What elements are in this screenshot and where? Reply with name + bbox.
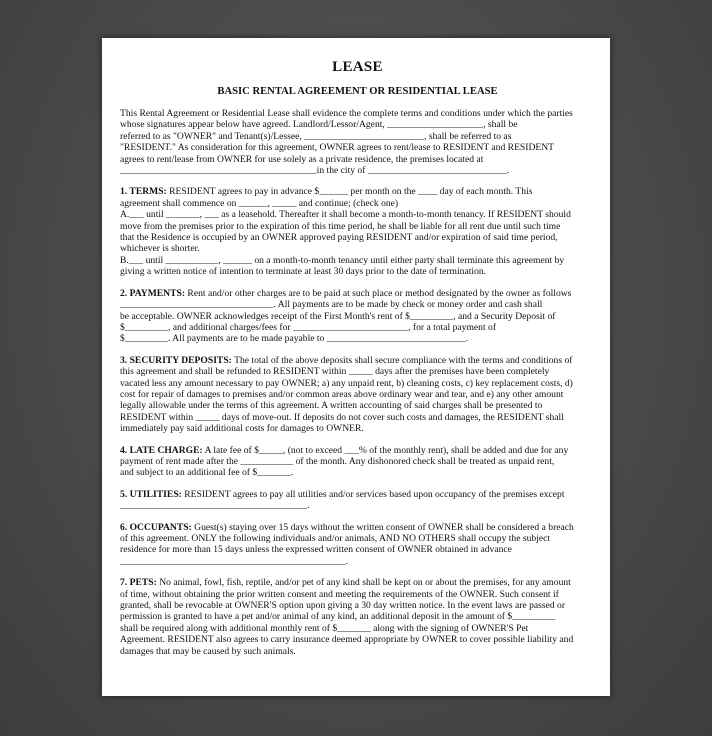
section-line: B.___ until ___________, ______ on a month-to-month tenancy until either party shall terminate this agreement by <box>120 254 565 266</box>
section-line: damages that may be caused by such animals. <box>120 645 296 657</box>
section-late-charge <box>120 445 595 479</box>
section-line: shall be required along with additional monthly rent of $_______ along with the signing of OWNER'S Pet <box>120 622 529 634</box>
section-line: of time, without obtaining the prior written consent and meeting the requirements of the OWNER. Such consent if <box>120 588 559 600</box>
section-text: A late fee of $_____, (not to exceed ___% of the monthly rent), shall be added and due for any <box>202 444 569 456</box>
section-text: Rent and/or other charges are to be paid at such place or method designated by the owner as follows <box>185 287 572 299</box>
section-occupants <box>120 522 595 568</box>
section-heading: 4. LATE CHARGE: <box>120 444 203 456</box>
intro-line: agrees to rent/lease from OWNER for use solely as a private residence, the premises located at <box>120 153 484 165</box>
document-subtitle: BASIC RENTAL AGREEMENT OR RESIDENTIAL LEASE <box>217 86 498 97</box>
section-heading: 1. TERMS: <box>120 186 167 198</box>
section-text: RESIDENT agrees to pay all utilities and/or services based upon occupancy of the premises except <box>181 488 565 500</box>
section-line: legally allowable under the terms of this agreement. A written accounting of said charges shall be presented to <box>120 400 543 412</box>
section-line: of this agreement. ONLY the following individuals and/or animals, AND NO OTHERS shall occupy the subject <box>120 533 551 544</box>
section-line: move from the premises prior to the expiration of this time period, he shall be liable for all rent due until such time <box>120 220 561 232</box>
section-text: Guest(s) staying over 15 days without the written consent of OWNER shall be considered a breach <box>191 521 574 533</box>
document-title: LEASE <box>332 59 383 75</box>
section-pets <box>120 577 595 657</box>
section-text: No animal, fowl, fish, reptile, and/or pet of any kind shall be kept on or about the premises, for any amount <box>156 577 571 589</box>
section-line: this agreement and shall be refunded to RESIDENT within _____ days after the premises have been completely <box>120 366 550 378</box>
section-text: The total of the above deposits shall secure compliance with the terms and conditions of <box>231 354 573 366</box>
section-line <box>120 522 595 533</box>
document-content <box>120 58 595 667</box>
section-line: ________________________________. All payments are to be made by check or money order and cash shall <box>120 299 543 311</box>
section-heading: 7. PETS: <box>120 577 157 589</box>
section-terms <box>120 186 595 277</box>
section-heading: 6. OCCUPANTS: <box>120 521 192 533</box>
section-line: payment of rent made after the ___________ of the month. Any dishonored check shall be treated as unpaid rent, <box>120 455 555 467</box>
section-security-deposits <box>120 355 595 435</box>
section-line <box>120 445 595 456</box>
section-payments <box>120 288 595 345</box>
section-line <box>120 577 595 588</box>
section-line: granted, shall be revocable at OWNER'S option upon giving a 30 day written notice. In the event laws are passed or <box>120 600 566 612</box>
section-line: giving a written notice of intention to terminate at least 30 days prior to the date of termination. <box>120 266 487 278</box>
section-line: immediately pay said additional costs for damages to OWNER. <box>120 423 364 435</box>
section-line: that the Residence is occupied by an OWNER approved paying RESIDENT and/or expiration of said time period, <box>120 232 558 244</box>
section-line: $_________, and additional charges/fees for ________________________, for a total payment of <box>120 321 497 333</box>
section-utilities <box>120 489 595 512</box>
section-line: and subject to an additional fee of $_______. <box>120 467 294 479</box>
section-line: _______________________________________________. <box>120 555 348 567</box>
section-line: A.___ until _______, ___ as a leasehold. Thereafter it shall become a month-to-month tenancy. If RESIDENT should <box>120 209 571 221</box>
intro-line: _________________________________________in the city of _____________________________. <box>120 165 510 177</box>
intro-line: whose signatures appear below have agreed. Landlord/Lessor/Agent, ____________________, shall be <box>120 119 518 131</box>
intro-line: "RESIDENT." As consideration for this agreement, OWNER agrees to rent/lease to RESIDENT and RESIDENT <box>120 142 555 154</box>
intro-line: This Rental Agreement or Residential Lease shall evidence the complete terms and conditions under which the parties <box>120 108 573 119</box>
document-page <box>102 38 610 696</box>
section-line: vacated less any amount necessary to pay OWNER; a) any unpaid rent, b) cleaning costs, c) key replacement costs, d) <box>120 377 573 389</box>
section-line: Agreement. RESIDENT also agrees to carry insurance deemed appropriate by OWNER to cover possible liability and <box>120 634 574 646</box>
section-line: _______________________________________. <box>120 500 310 512</box>
intro-paragraph <box>120 108 595 176</box>
section-line <box>120 288 595 299</box>
section-heading: 5. UTILITIES: <box>120 488 182 500</box>
section-line: residence for more than 15 days unless the expressed written consent of OWNER obtained in advance <box>120 544 512 556</box>
section-line: be acceptable. OWNER acknowledges receipt of the First Month's rent of $_________, and a Security Deposit of <box>120 310 556 322</box>
intro-line: referred to as "OWNER" and Tenant(s)/Lessee, _________________________, shall be referred to as <box>120 130 512 142</box>
section-line: agreement shall commence on ______, _____ and continue; (check one) <box>120 197 399 209</box>
section-line <box>120 355 595 366</box>
section-line: cost for repair of damages to premises and/or common areas above ordinary wear and tear, and e) any other amount <box>120 388 564 400</box>
section-line: permission is granted to have a pet and/or animal of any kind, an additional deposit in the amount of $_________ <box>120 611 556 623</box>
section-line: $_________. All payments are to be made payable to _____________________________. <box>120 333 469 345</box>
section-line: RESIDENT within _____ days of move-out. If deposits do not cover such costs and damages, the RESIDENT shall <box>120 411 564 423</box>
section-heading: 2. PAYMENTS: <box>120 287 186 299</box>
section-heading: 3. SECURITY DEPOSITS: <box>120 354 232 366</box>
section-text: RESIDENT agrees to pay in advance $______ per month on the ____ day of each month. This <box>166 186 533 198</box>
section-line: whichever is shorter. <box>120 243 200 255</box>
section-line <box>120 489 595 500</box>
section-line <box>120 186 595 197</box>
